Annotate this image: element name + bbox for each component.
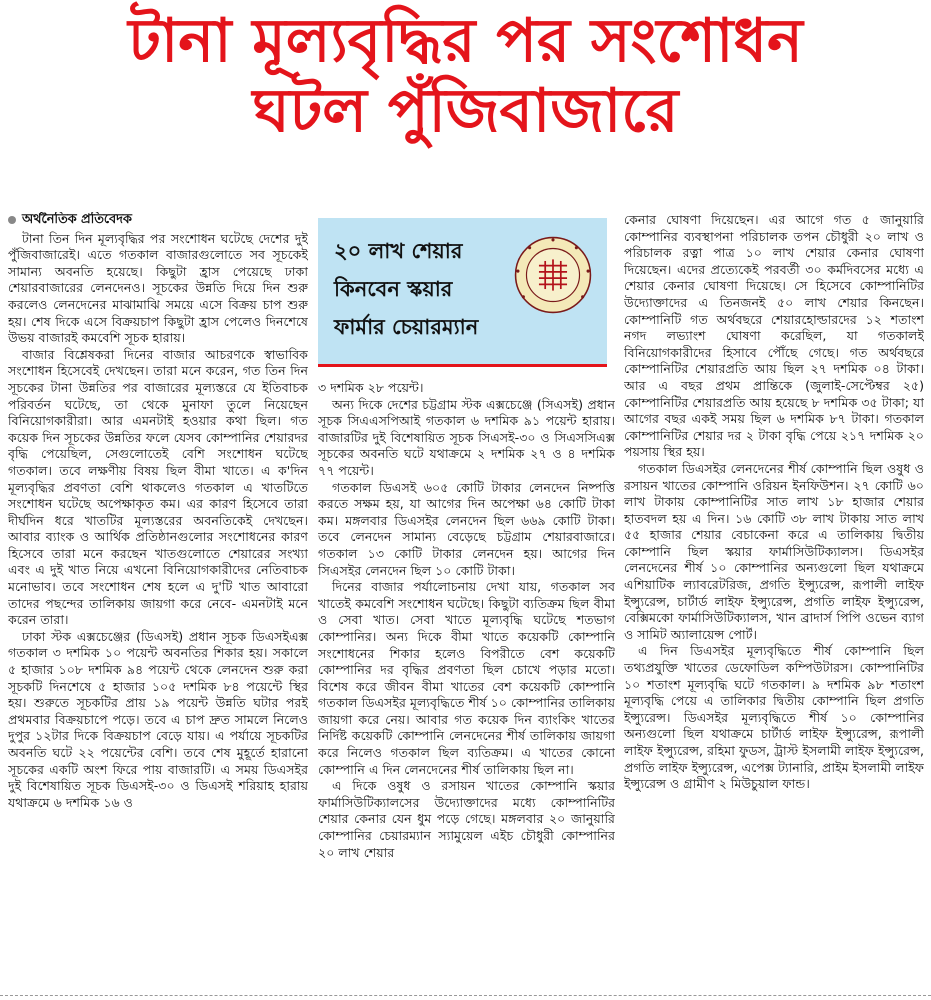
highlight-line-3: ফার্মার চেয়ারম্যান <box>334 315 479 339</box>
dse-logo-icon <box>514 236 592 314</box>
highlight-line-1: ২০ লাখ শেয়ার <box>334 239 463 263</box>
highlight-text <box>334 232 514 346</box>
paragraph: এ দিকে ওষুধ ও রসায়ন খাতের কোম্পানি স্কয়ার ফার্মাসিউটিক্যালসের উদ্যোক্তাদের মধ্যে কোম্পানিটির শেয়ার কেনার যেন ধুম পড়ে গেছে। মঙ্গলবার ২০ জানুয়ারি কোম্পানির চেয়ারম্যান স্যামুয়েল এইচ চৌধুরী কোম্পানির ২০ লাখ শেয়ার <box>318 778 615 860</box>
highlight-line-2: কিনবেন স্কয়ার <box>334 277 453 301</box>
paragraph: দিনের বাজার পর্যালোচনায় দেখা যায়, গতকাল সব খাতেই কমবেশি সংশোধন ঘটেছে। কিছুটা ব্যতিক্রম ছিল বীমা ও সেবা খাত। সেবা খাতে মূল্যবৃদ্ধি ঘটেছে শতভাগ কোম্পানির। অন্য দিকে বীমা খাতে কয়েকটি কোম্পানি সংশোধনের শিকার হলেও বিপরীতে বেশ কয়েকটি কোম্পানির দর বৃদ্ধির প্রবণতা ছিল চোখে পড়ার মতো। বিশেষ করে জীবন বীমা খাতের বেশ কয়েকটি কোম্পানি গতকাল ডিএসইর মূল্যবৃদ্ধিতে শীর্ষ ১০ কোম্পানির তালিকায় জায়গা করে নেয়। আবার গত কয়েক দিন ব্যাংকিং খাতের নির্দিষ্ট কয়েকটি কোম্পানি লেনদেনের শীর্ষ তালিকায় জায়গা করে নিলেও গতকাল ছিল ব্যতিক্রম। এ খাতের কোনো কোম্পানি এ দিন লেনদেনের শীর্ষ তালিকায় ছিল না। <box>318 579 615 777</box>
highlight-box <box>318 218 607 367</box>
byline-text: অর্থনৈতিক প্রতিবেদক <box>22 212 132 227</box>
article-column-3 <box>624 212 924 998</box>
bottom-divider <box>0 995 931 996</box>
paragraph: বাজার বিশ্লেষকরা দিনের বাজার আচরণকে স্বাভাবিক সংশোধন হিসেবেই দেখছেন। তারা মনে করেন, গত তিন দিন সূচকের টানা উন্নতির পর বাজারের মূল্যস্তরে যে ইতিবাচক পরিবর্তন ঘটেছে, তা থেকে মুনাফা তুলে নিয়েছেন বিনিয়োগকারীরা। আর এমনটাই হওয়ার কথা ছিল। গত কয়েক দিন সূচকের উন্নতির ফলে যেসব কোম্পানির শেয়ারদর বৃদ্ধি পেয়েছিল, সেগুলোতেই বেশি সংশোধন ঘটেছে গতকাল। তবে লক্ষণীয় বিষয় ছিল বীমা খাতে। এ ক'দিন মূল্যবৃদ্ধির প্রবণতা বেশি থাকলেও গতকাল এ খাতটিতে সংশোধন ঘটেছে অপেক্ষাকৃত কম। এর কারণ হিসেবে তারা দীর্ঘদিন ধরে খাতটির মূল্যস্তরের অবনতিকেই দেখছেন। আবার ব্যাংক ও আর্থিক প্রতিষ্ঠানগুলোর সংশোধনের কারণ হিসেবে তারা মনে করছেন খাতগুলোতে শেয়ারের সংখ্যা এবং এ দুই খাত নিয়ে এখনো বিনিয়োগকারীদের নেতিবাচক মনোভাব। তবে সংশোধন শেষ হলে এ দু'টি খাত আবারো তাদের পছন্দের তালিকায় জায়গা করে নেবে- এমনটাই মনে করেন তারা। <box>8 346 308 628</box>
paragraph: গতকাল ডিএসইর লেনদেনের শীর্ষ কোম্পানি ছিল ওষুধ ও রসায়ন খাতের কোম্পানি ওরিয়ন ইনফিউশন। ২৭ কোটি ৬০ লাখ টাকায় কোম্পানিটির সাত লাখ ১৮ হাজার শেয়ার হাতবদল হয় এ দিন। ১৬ কোটি ৩৮ লাখ টাকায় সাত লাখ ৫৫ হাজার শেয়ার বেচাকেনা করে এ তালিকায় দ্বিতীয় কোম্পানি ছিল স্কয়ার ফার্মাসিউটিক্যালস। ডিএসইর লেনদেনের শীর্ষ ১০ কোম্পানির অন্যগুলো ছিল যথাক্রমে এশিয়াটিক ল্যাবরেটরিজ, প্রগতি ইন্স্যুরেন্স, রূপালী লাইফ ইন্স্যুরেন্স, চার্টার্ড লাইফ ইন্স্যুরেন্স, প্রগতি লাইফ ইন্স্যুরেন্স, বেক্সিমকো ফার্মাসিউটিক্যালস, খান ব্রাদার্স পিপি ওভেন ব্যাগ ও সামিট অ্যালায়েন্স পোর্ট। <box>624 460 924 642</box>
paragraph: ৩ দশমিক ২৮ পয়েন্ট। <box>318 380 424 395</box>
paragraph: কেনার ঘোষণা দিয়েছেন। এর আগে গত ৫ জানুয়ারি কোম্পানির ব্যবস্থাপনা পরিচালক তপন চৌধুরী ২০ লাখ ও পরিচালক রত্না পাত্র ১০ লাখ শেয়ার কেনার ঘোষণা দিয়েছেন। এদের প্রত্যেকেই পরবর্তী ৩০ কর্মদিবসের মধ্যে এ শেয়ার কেনার ঘোষণা দিয়েছে। সে হিসেবে কোম্পানিটির উদ্যোক্তাদের এ তিনজনই ৫০ লাখ শেয়ার কিনছেন। কোম্পানিটি গত অর্থবছরে শেয়ারহোল্ডারদের ১২ শতাংশ নগদ লভ্যাংশ ঘোষণা করেছিল, যা গতকালই বিনিয়োগকারীদের হিসাবে পৌঁছে গেছে। গত অর্থবছরে কোম্পানিটির শেয়ারপ্রতি আয় ছিল ২৭ দশমিক ০৪ টাকা। আর এ বছর প্রথম প্রান্তিকে (জুলাই-সেপ্টেম্বর ২৫) কোম্পানিটির শেয়ারপ্রতি আয় হয়েছে ৮ দশমিক ৩৫ টাকা; যা আগের বছর একই সময় ছিল ৬ দশমিক ৮৭ টাকা। গতকাল কোম্পানিটির শেয়ার দর ২ টাকা বৃদ্ধি পেয়ে ২১৭ দশমিক ২০ পয়সায় স্থির হয়। <box>624 212 924 460</box>
byline <box>8 212 308 229</box>
article-column-2 <box>318 380 615 998</box>
paragraph: অন্য দিকে দেশের চট্টগ্রাম স্টক এক্সচেঞ্জে (সিএসই) প্রধান সূচক সিএএসপিআই গতকাল ৬ দশমিক ৯১ পয়েন্ট হারায়। বাজারটির দুই বিশেষায়িত সূচক সিএসই-৩০ ও সিএসসিএক্স সূচকের অবনতি ঘটে যথাক্রমে ২ দশমিক ২৭ ও ৪ দশমিক ৭৭ পয়েন্ট। <box>318 396 615 478</box>
paragraph: এ দিন ডিএসইর মূল্যবৃদ্ধিতে শীর্ষ কোম্পানি ছিল তথ্যপ্রযুক্তি খাতের ডেফোডিল কম্পিউটারস। কোম্পানিটির ১০ শতাংশ মূল্যবৃদ্ধি ঘটে গতকাল। ৯ দশমিক ৯৮ শতাংশ মূল্যবৃদ্ধি পেয়ে এ তালিকার দ্বিতীয় কোম্পানি ছিল প্রগতি ইন্স্যুরেন্স। ডিএসইর মূল্যবৃদ্ধিতে শীর্ষ ১০ কোম্পানির অন্যগুলো ছিল যথাক্রমে চার্টার্ড লাইফ ইন্স্যুরেন্স, রূপালী লাইফ ইন্স্যুরেন্স, রহিমা ফুডস, ট্রাস্ট ইসলামী লাইফ ইন্স্যুরেন্স, প্রগতি লাইফ ইন্স্যুরেন্স, এপেক্স ট্যানারি, প্রাইম ইসলামী লাইফ ইন্স্যুরেন্স ও গ্রামীণ ২ মিউচুয়াল ফান্ড। <box>624 643 924 792</box>
paragraph: টানা তিন দিন মূল্যবৃদ্ধির পর সংশোধন ঘটেছে দেশের দুই পুঁজিবাজারেই। এতে গতকাল বাজারগুলোতে সব সূচকেই সামান্য অবনতি হয়েছে। কিছুটা হ্রাস পেয়েছে ঢাকা শেয়ারবাজারের লেনদেনও। সূচকের উন্নতি দিয়ে দিন শুরু করলেও লেনদেনের মাঝামাঝি সময়ে এসে বিক্রয় চাপ শুরু হয়। শেষ দিকে এসে বিক্রয়চাপ কিছুটা হ্রাস পেলেও দিনশেষে উভয় বাজারই কমবেশি সূচক হারায়। <box>8 230 308 346</box>
paragraph: ঢাকা স্টক এক্সচেঞ্জের (ডিএসই) প্রধান সূচক ডিএসইএক্স গতকাল ৩ দশমিক ১০ পয়েন্ট অবনতির শিকার হয়। সকালে ৫ হাজার ১০৮ দশমিক ৯৪ পয়েন্ট থেকে লেনদেন শুরু করা সূচকটি দিনশেষে ৫ হাজার ১০৫ দশমিক ৮৪ পয়েন্টে স্থির হয়। শুরুতে সূচকটির প্রায় ১৯ পয়েন্ট উন্নতি ঘটার পরই প্রথমবার বিক্রয়চাপে পড়ে। তবে এ চাপ দ্রুত সামলে নিলেও দুপুর ১২টার দিকে বিক্রয়চাপ বেড়ে যায়। এ পর্যায়ে সূচকটির অবনতি ঘটে ২২ পয়েন্টের বেশি। তবে শেষ মুহূর্তে হারানো সূচকের একটি অংশ ফিরে পায় বাজারটি। এ সময় ডিএসইর দুই বিশেষায়িত সূচক ডিএসই-৩০ ও ডিএসই শরিয়াহ হারায় যথাক্রমে ৬ দশমিক ১৬ ও <box>8 628 308 810</box>
headline-line-2: ঘটল পুঁজিবাজারে <box>252 76 679 146</box>
headline-line-1: টানা মূল্যবৃদ্ধির পর সংশোধন <box>128 6 803 76</box>
headline <box>0 6 931 146</box>
bullet-icon <box>8 216 16 224</box>
paragraph: গতকাল ডিএসই ৬০৫ কোটি টাকার লেনদেন নিষ্পত্তি করতে সক্ষম হয়, যা আগের দিন অপেক্ষা ৬৪ কোটি টাকা কম। মঙ্গলবার ডিএসইর লেনদেন ছিল ৬৬৯ কোটি টাকা। তবে লেনদেন সামান্য বেড়েছে চট্টগ্রাম শেয়ারবাজারে। গতকাল ১৩ কোটি টাকার লেনদেন হয়। আগের দিন সিএসইর লেনদেন ছিল ১০ কোটি টাকা। <box>318 479 615 578</box>
article-column-1 <box>8 212 308 998</box>
